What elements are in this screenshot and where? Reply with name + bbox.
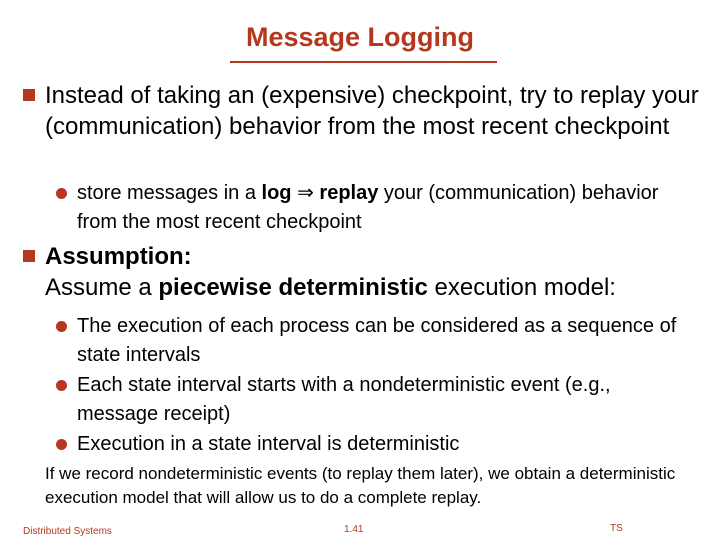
footnote-text: If we record nondeterministic events (to replay them later), we obtain a deterministic execution model that will allow us to do a complete replay. bbox=[45, 464, 676, 507]
sub-suffix: your (communication) behavior from the most recent checkpoint bbox=[77, 182, 659, 233]
log-term: log bbox=[261, 182, 292, 204]
assumption-sub-3: Execution in a state interval is deterministic bbox=[77, 433, 460, 455]
assumption-line-prefix: Assume a bbox=[45, 274, 159, 301]
assumption-line-suffix: execution model: bbox=[427, 274, 616, 301]
square-bullet-icon bbox=[23, 89, 35, 101]
round-bullet-icon bbox=[56, 188, 67, 199]
piecewise-term: piecewise deterministic bbox=[158, 274, 428, 301]
footer-page-number: 1.41 bbox=[344, 524, 364, 535]
title-underline bbox=[230, 61, 497, 63]
footer-course: Distributed Systems bbox=[23, 526, 112, 537]
bullet-1-text: Instead of taking an (expensive) checkpoint, try to replay your (communication) behavior from the most recent checkpoint bbox=[45, 82, 699, 140]
replay-term: replay bbox=[319, 182, 379, 204]
bullet-1-sub bbox=[77, 179, 702, 237]
sub-prefix: store messages in a bbox=[77, 182, 262, 204]
arrow-glyph: ⇒ bbox=[291, 182, 320, 204]
round-bullet-icon bbox=[56, 380, 67, 391]
slide-title: Message Logging bbox=[245, 22, 475, 52]
footer-initials: TS bbox=[610, 523, 623, 534]
bullet-2-text bbox=[45, 241, 720, 303]
assumption-heading: Assumption: bbox=[45, 243, 192, 270]
round-bullet-icon bbox=[56, 439, 67, 450]
round-bullet-icon bbox=[56, 321, 67, 332]
assumption-sub-1: The execution of each process can be considered as a sequence of state intervals bbox=[77, 315, 677, 366]
assumption-sub-2: Each state interval starts with a nondeterministic event (e.g., message receipt) bbox=[77, 374, 611, 425]
square-bullet-icon bbox=[23, 250, 35, 262]
